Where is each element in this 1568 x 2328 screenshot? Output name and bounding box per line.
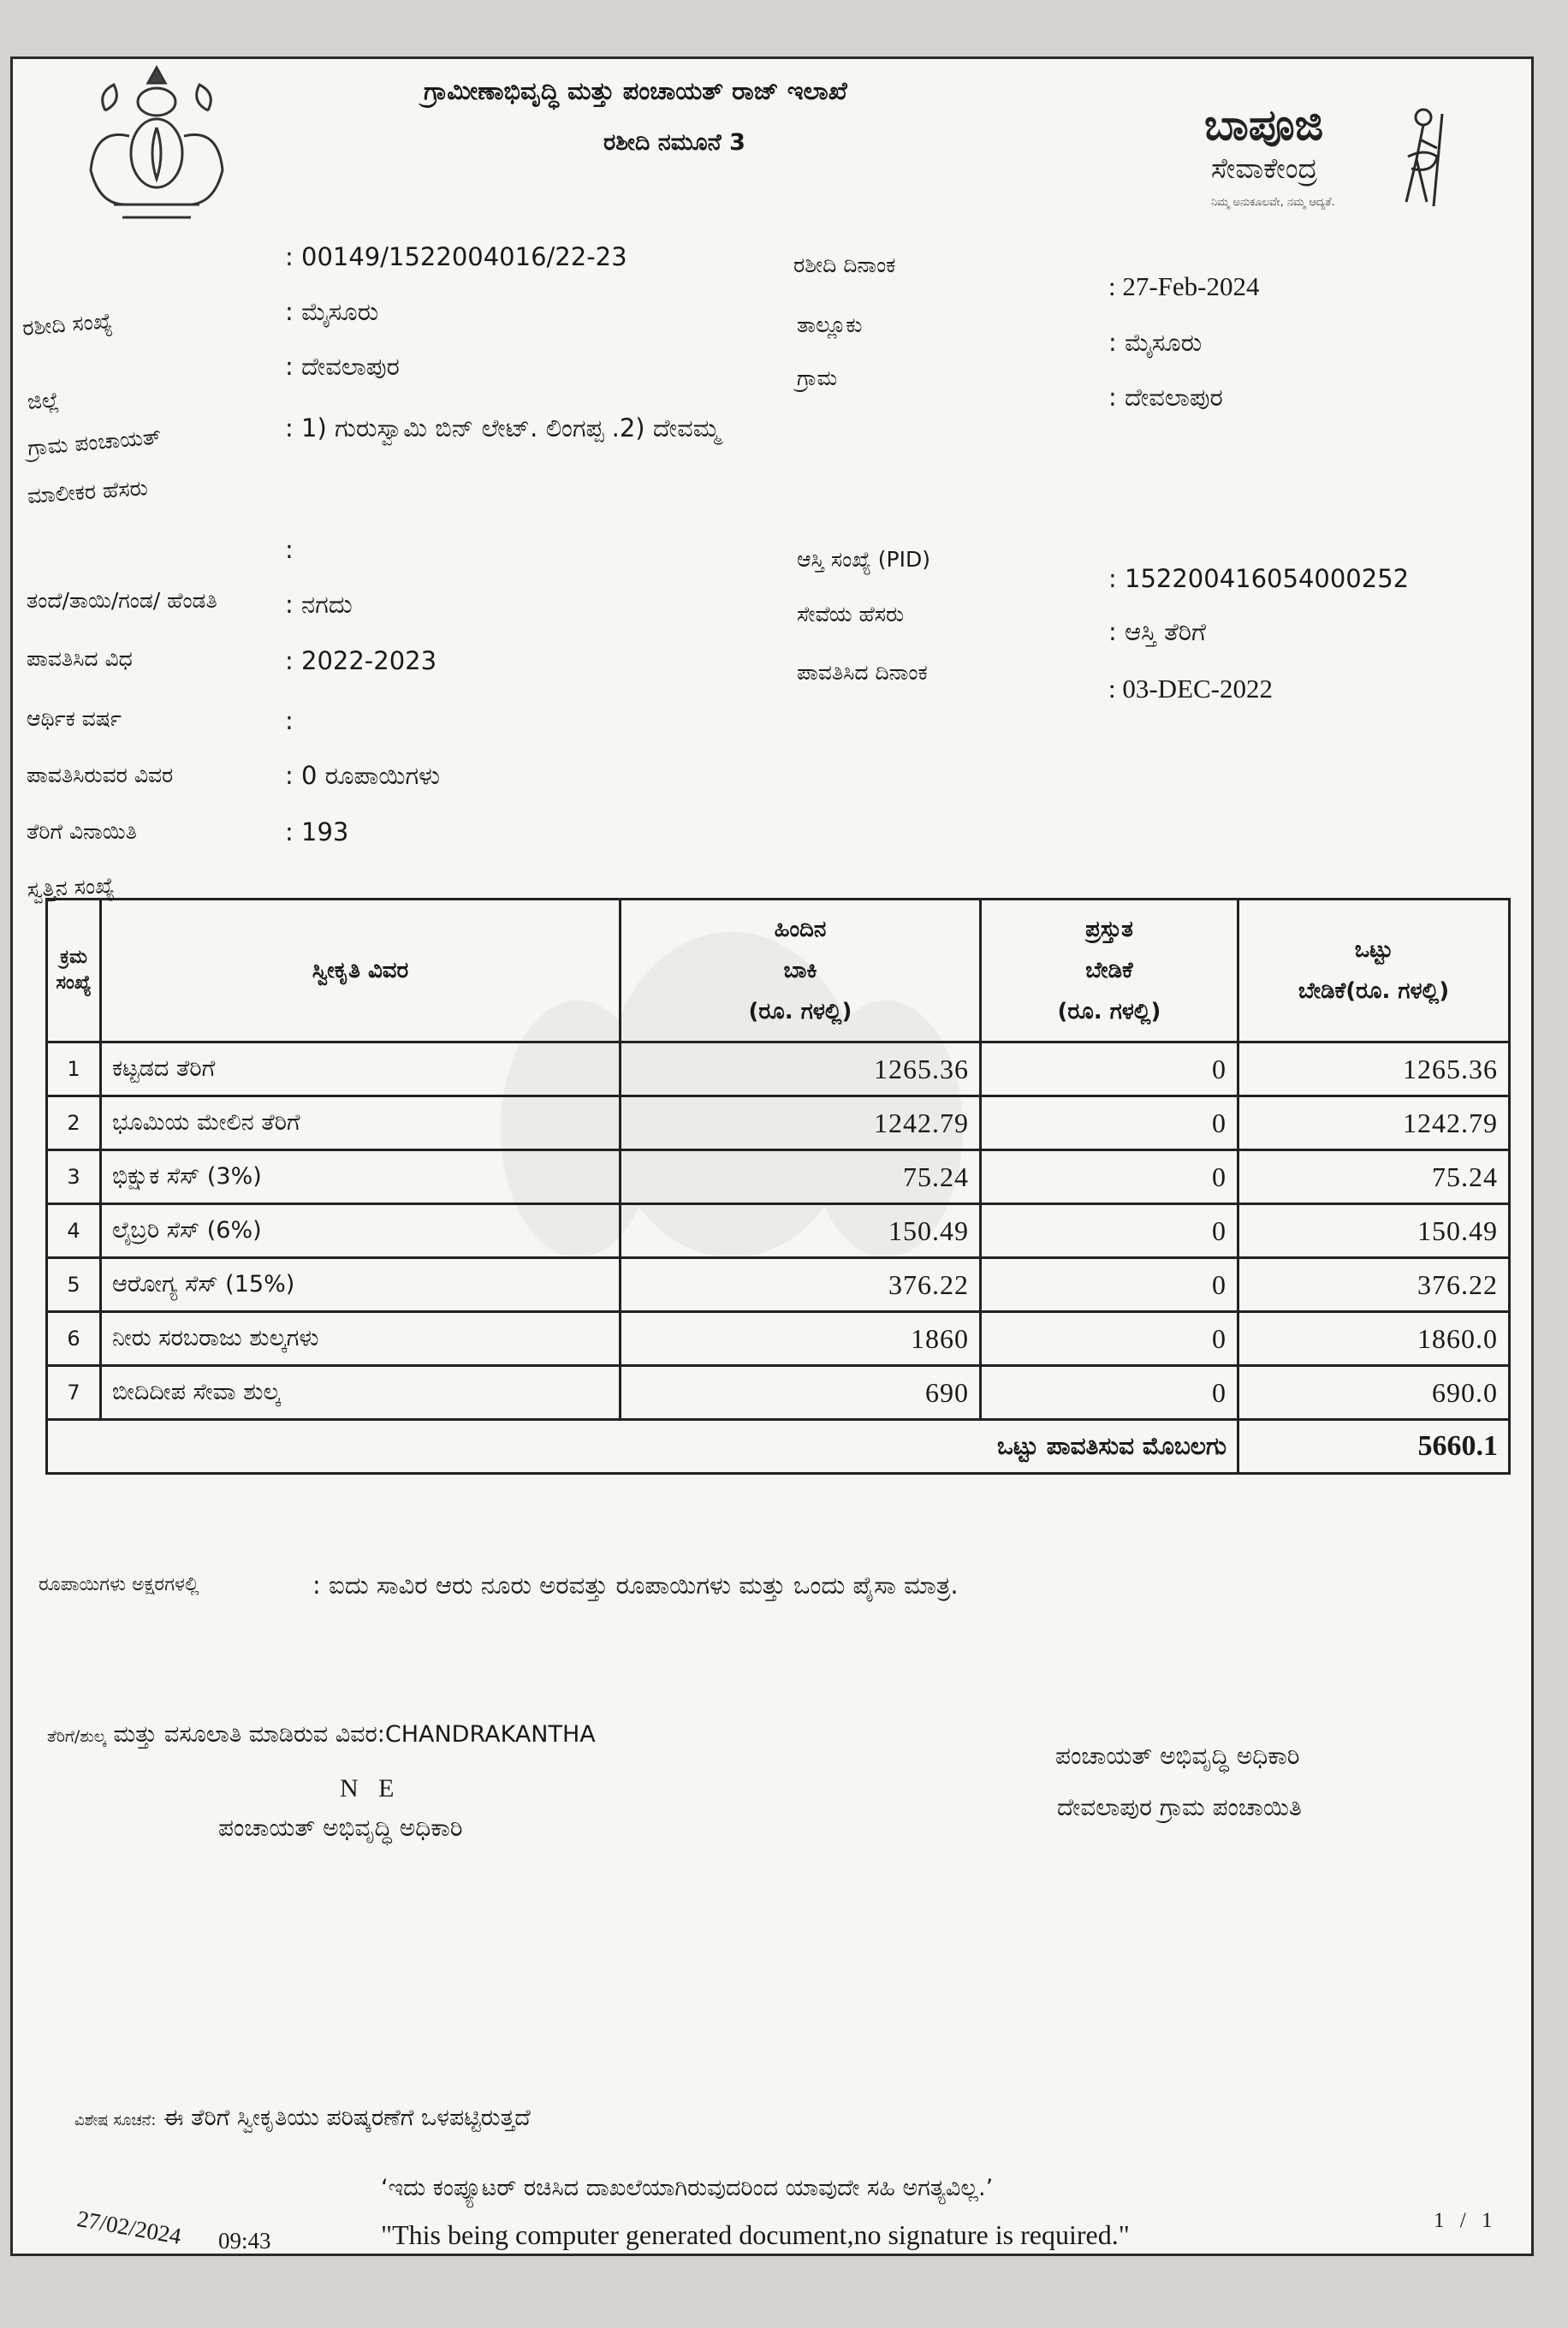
state-emblem-icon bbox=[80, 59, 234, 230]
property-no-value: : 193 bbox=[285, 817, 349, 846]
col-total-line1: ಒಟ್ಟು bbox=[1354, 937, 1393, 963]
col-prev-header bbox=[621, 900, 981, 1042]
relation-label: ತಂದೆ/ತಾಯಿ/ಗಂಡ/ ಹೆಂಡತಿ bbox=[27, 588, 217, 613]
tax-exemption-value: : 0 ರೂಪಾಯಿಗಳು bbox=[285, 761, 441, 790]
bapuji-logo bbox=[1204, 100, 1461, 229]
row-desc: ಭಿಕ್ಷುಕ ಸೆಸ್ (3%) bbox=[101, 1150, 621, 1204]
col-total-line2: ಬೇಡಿಕೆ(ರೂ. ಗಳಲ್ಲಿ) bbox=[1298, 978, 1450, 1004]
pid-value: : 152200416054000252 bbox=[1108, 564, 1410, 593]
row-total: 376.22 bbox=[1238, 1258, 1510, 1312]
row-curr: 0 bbox=[981, 1258, 1238, 1312]
special-note bbox=[74, 2105, 531, 2132]
col-desc-header: ಸ್ವೀಕೃತಿ ವಿವರ bbox=[101, 900, 621, 1042]
table-row bbox=[47, 1042, 1510, 1096]
row-prev: 1860 bbox=[621, 1312, 981, 1366]
row-prev: 376.22 bbox=[621, 1258, 981, 1312]
row-prev: 75.24 bbox=[621, 1150, 981, 1204]
row-sl: 5 bbox=[47, 1258, 101, 1312]
financial-year-label: ಆರ್ಥಿಕ ವರ್ಷ bbox=[27, 706, 122, 731]
special-note-text: ಈ ತೆರಿಗೆ ಸ್ವೀಕೃತಿಯು ಪರಿಷ್ಕರಣೆಗೆ ಒಳಪಟ್ಟಿರುತ್ತದೆ bbox=[156, 2105, 531, 2131]
officer-designation: ಪಂಚಾಯತ್ ಅಭಿವೃದ್ಧಿ ಅಧಿಕಾರಿ bbox=[1055, 1742, 1300, 1770]
table-row bbox=[47, 1258, 1510, 1312]
col-curr-line2: ಬೇಡಿಕೆ bbox=[1085, 958, 1133, 983]
row-curr: 0 bbox=[981, 1150, 1238, 1204]
print-date: 27/02/2024 bbox=[74, 2206, 184, 2249]
special-note-label: ವಿಶೇಷ ಸೂಚನೆ: bbox=[74, 2111, 157, 2129]
owner-name-label: ಮಾಲೀಕರ ಹೆಸರು bbox=[27, 475, 149, 508]
row-desc: ಬೀದಿದೀಪ ಸೇವಾ ಶುಲ್ಕ bbox=[101, 1366, 621, 1420]
table-row bbox=[47, 1366, 1510, 1420]
row-curr: 0 bbox=[981, 1204, 1238, 1258]
row-sl: 6 bbox=[47, 1312, 101, 1366]
row-sl: 4 bbox=[47, 1204, 101, 1258]
row-desc: ಆರೋಗ್ಯ ಸೆಸ್ (15%) bbox=[101, 1258, 621, 1312]
form-title: ರಶೀದಿ ನಮೂನೆ 3 bbox=[603, 129, 745, 156]
row-curr: 0 bbox=[981, 1312, 1238, 1366]
row-curr: 0 bbox=[981, 1096, 1238, 1150]
row-prev: 1242.79 bbox=[621, 1096, 981, 1150]
receipt-date-label: ರಶೀದಿ ದಿನಾಂಕ bbox=[793, 252, 896, 277]
district-value: : ಮೈಸೂರು bbox=[285, 297, 379, 326]
paid-date-value: : 03-DEC-2022 bbox=[1108, 674, 1274, 704]
amount-words-label: ರೂಪಾಯಿಗಳು ಅಕ್ಷರಗಳಲ್ಲಿ bbox=[39, 1574, 199, 1595]
col-prev-line1: ಹಿಂದಿನ bbox=[774, 917, 827, 942]
table-header-row bbox=[47, 900, 1510, 1042]
total-value: 5660.1 bbox=[1238, 1420, 1510, 1474]
taluk-value: : ಮೈಸೂರು bbox=[1108, 328, 1203, 357]
collector-designation: ಪಂಚಾಯತ್ ಅಭಿವೃದ್ಧಿ ಅಧಿಕಾರಿ bbox=[218, 1814, 463, 1842]
row-curr: 0 bbox=[981, 1042, 1238, 1096]
row-total: 150.49 bbox=[1238, 1204, 1510, 1258]
page-number: 1 / 1 bbox=[1434, 2209, 1498, 2232]
payment-mode-value: : ನಗದು bbox=[285, 590, 353, 619]
tax-exemption-label: ತೆರಿಗೆ ವಿನಾಯಿತಿ bbox=[27, 819, 137, 844]
row-desc: ನೀರು ಸರಬರಾಜು ಶುಲ್ಕಗಳು bbox=[101, 1312, 621, 1366]
receipt-no-value: : 00149/1522004016/22-23 bbox=[285, 242, 627, 271]
row-total: 1242.79 bbox=[1238, 1096, 1510, 1150]
computer-generated-note-en: "This being computer generated document,no signature is required." bbox=[381, 2219, 1130, 2250]
collector-label-small: ತೆರಿಗೆ/ಶುಲ್ಕ bbox=[47, 1727, 106, 1746]
payer-details-label: ಪಾವತಿಸಿರುವರ ವಿವರ bbox=[27, 763, 174, 787]
collector-details bbox=[47, 1721, 596, 1749]
amount-words-value: : ಐದು ಸಾವಿರ ಆರು ನೂರು ಅರವತ್ತು ರೂಪಾಯಿಗಳು ಮತ್ತು ಒಂದು ಪೈಸಾ ಮಾತ್ರ. bbox=[312, 1571, 959, 1600]
department-title: ಗ್ರಾಮೀಣಾಭಿವೃದ್ಧಿ ಮತ್ತು ಪಂಚಾಯತ್ ರಾಜ್ ಇಲಾಖೆ bbox=[424, 76, 847, 105]
row-curr: 0 bbox=[981, 1366, 1238, 1420]
receipt-no-label: ರಶೀದಿ ಸಂಖ್ಯೆ bbox=[21, 307, 114, 341]
pid-label: ಆಸ್ತಿ ಸಂಖ್ಯೆ (PID) bbox=[797, 547, 930, 572]
row-total: 1860.0 bbox=[1238, 1312, 1510, 1366]
payment-mode-label: ಪಾವತಿಸಿದ ವಿಧ bbox=[27, 646, 133, 671]
logo-name: ಬಾಪೂಜಿ bbox=[1204, 100, 1324, 150]
table-row bbox=[47, 1204, 1510, 1258]
gram-panchayat-value: : ದೇವಲಾಪುರ bbox=[285, 352, 400, 381]
row-sl: 2 bbox=[47, 1096, 101, 1150]
row-desc: ಕಟ್ಟಡದ ತೆರಿಗೆ bbox=[101, 1042, 621, 1096]
total-label: ಒಟ್ಟು ಪಾವತಿಸುವ ಮೊಬಲಗು bbox=[47, 1420, 1238, 1474]
row-prev: 1265.36 bbox=[621, 1042, 981, 1096]
col-total-header bbox=[1238, 900, 1510, 1042]
fee-table bbox=[45, 898, 1511, 1475]
service-name-value: : ಆಸ್ತಿ ತೆರಿಗೆ bbox=[1108, 617, 1206, 646]
table-row bbox=[47, 1312, 1510, 1366]
row-desc: ಲೈಬ್ರರಿ ಸೆಸ್ (6%) bbox=[101, 1204, 621, 1258]
paid-date-label: ಪಾವತಿಸಿದ ದಿನಾಂಕ bbox=[797, 660, 928, 685]
table-row bbox=[47, 1096, 1510, 1150]
district-label: ಜಿಲ್ಲೆ bbox=[27, 387, 60, 414]
row-total: 1265.36 bbox=[1238, 1042, 1510, 1096]
village-label: ಗ್ರಾಮ bbox=[797, 365, 838, 390]
receipt-date-value: : 27-Feb-2024 bbox=[1108, 271, 1260, 301]
computer-generated-note-kn: ‘ಇದು ಕಂಪ್ಯೂಟರ್ ರಚಿಸಿದ ದಾಖಲೆಯಾಗಿರುವುದರಿಂದ ಯಾವುದೇ ಸಹಿ ಅಗತ್ಯವಿಲ್ಲ.’ bbox=[381, 2175, 994, 2201]
property-no-label: ಸ್ವತ್ತಿನ ಸಂಖ್ಯೆ bbox=[27, 872, 116, 902]
receipt-page bbox=[10, 56, 1534, 2256]
row-total: 690.0 bbox=[1238, 1366, 1510, 1420]
print-time: 09:43 bbox=[218, 2228, 271, 2254]
logo-tagline: ನಿಮ್ಮ ಅನುಕೂಲವೇ, ನಮ್ಮ ಆದ್ಯತೆ. bbox=[1211, 196, 1335, 209]
row-prev: 690 bbox=[621, 1366, 981, 1420]
col-curr-line1: ಪ್ರಸ್ತುತ bbox=[1085, 917, 1133, 942]
financial-year-value: : 2022-2023 bbox=[285, 646, 437, 675]
total-row bbox=[47, 1420, 1510, 1474]
col-prev-line3: (ರೂ. ಗಳಲ್ಲಿ) bbox=[748, 999, 852, 1024]
officer-office: ದೇವಲಾಪುರ ಗ್ರಾಮ ಪಂಚಾಯಿತಿ bbox=[1057, 1793, 1302, 1821]
col-curr-line3: (ರೂ. ಗಳಲ್ಲಿ) bbox=[1057, 999, 1161, 1024]
taluk-label: ತಾಲ್ಲೂಕು bbox=[797, 312, 863, 337]
col-sl-header: ಕ್ರಮ ಸಂಖ್ಯೆ bbox=[47, 900, 101, 1042]
row-desc: ಭೂಮಿಯ ಮೇಲಿನ ತೆರಿಗೆ bbox=[101, 1096, 621, 1150]
col-prev-line2: ಬಾಕಿ bbox=[783, 958, 817, 983]
owner-name-value: : 1) ಗುರುಸ್ವಾಮಿ ಬಿನ್ ಲೇಟ್. ಲಿಂಗಪ್ಪ .2) ದೇವಮ್ಮ bbox=[285, 413, 721, 442]
payer-details-value: : bbox=[285, 706, 294, 735]
row-prev: 150.49 bbox=[621, 1204, 981, 1258]
row-sl: 1 bbox=[47, 1042, 101, 1096]
row-total: 75.24 bbox=[1238, 1150, 1510, 1204]
collector-label: ಮತ್ತು ವಸೂಲಾತಿ ಮಾಡಿರುವ ವಿವರ:CHANDRAKANTHA bbox=[105, 1721, 596, 1748]
logo-sub: ಸೇವಾಕೇಂದ್ರ bbox=[1211, 151, 1318, 185]
table-row bbox=[47, 1150, 1510, 1204]
col-curr-header bbox=[981, 900, 1238, 1042]
village-value: : ದೇವಲಾಪುರ bbox=[1108, 383, 1223, 412]
gandhi-figure-icon bbox=[1382, 105, 1459, 208]
collector-name-suffix: N E bbox=[340, 1774, 401, 1802]
service-name-label: ಸೇವೆಯ ಹೆಸರು bbox=[797, 602, 905, 627]
relation-value: : bbox=[285, 535, 294, 564]
row-sl: 7 bbox=[47, 1366, 101, 1420]
row-sl: 3 bbox=[47, 1150, 101, 1204]
gram-panchayat-label: ಗ್ರಾಮ ಪಂಚಾಯತ್ bbox=[27, 424, 163, 460]
